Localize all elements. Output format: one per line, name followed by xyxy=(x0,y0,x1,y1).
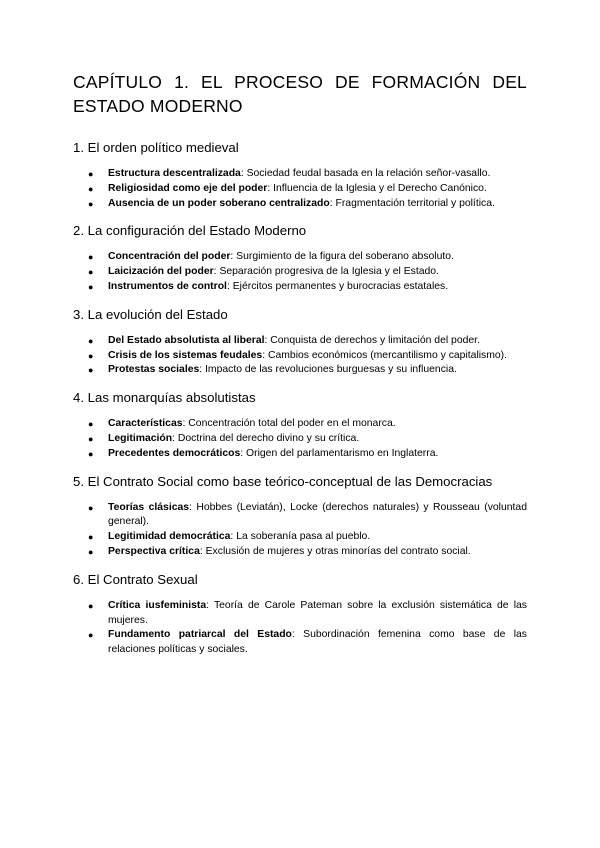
item-description: : Origen del parlamentarismo en Inglaterra. xyxy=(240,447,439,459)
bullet-icon: ● xyxy=(88,546,94,557)
list-item xyxy=(88,599,528,629)
item-term: Del Estado absolutista al liberal xyxy=(108,334,265,346)
item-term: Protestas sociales xyxy=(108,364,200,376)
section-heading-4: 4. Las monarquías absolutistas xyxy=(73,390,256,406)
list-item xyxy=(88,628,527,658)
item-description: : Exclusión de mujeres y otras minorías del contrato social. xyxy=(199,545,471,557)
list-item xyxy=(88,280,527,295)
list-item xyxy=(88,182,527,197)
bullet-icon: ● xyxy=(88,169,94,179)
bullet-icon: ● xyxy=(88,365,94,376)
item-term: Legitimidad democrática xyxy=(108,531,231,543)
bullet-icon: ● xyxy=(88,419,94,430)
section-list-5 xyxy=(73,501,527,560)
item-description: : Cambios económicos (mercantilismo y capitalismo). xyxy=(262,349,508,361)
item-description: : Concentración total del poder en el monarca. xyxy=(182,418,396,430)
chapter-title: CAPÍTULO 1. EL PROCESO DE FORMACIÓN DEL ESTADO MODERNO xyxy=(73,72,527,116)
list-item xyxy=(88,447,527,462)
item-term: Concentración del poder xyxy=(108,251,231,263)
item-term: Legitimación xyxy=(108,432,173,444)
item-description: : Doctrina del derecho divino y su crítica. xyxy=(172,432,360,444)
item-term: Características xyxy=(108,418,183,430)
bullet-icon: ● xyxy=(88,502,94,513)
section-heading-6: 6. El Contrato Sexual xyxy=(73,571,198,587)
section-list-2 xyxy=(73,250,527,294)
list-item xyxy=(88,417,527,432)
list-item xyxy=(88,363,527,378)
list-item xyxy=(88,250,527,265)
item-description: : Surgimiento de la figura del soberano absoluto. xyxy=(230,251,454,263)
item-term: Laicización del poder xyxy=(108,266,214,278)
list-item xyxy=(88,197,527,212)
bullet-icon: ● xyxy=(88,630,94,641)
list-item xyxy=(88,432,527,447)
item-term: Fundamento patriarcal del Estado xyxy=(108,629,292,641)
item-description: : Impacto de las revoluciones burguesas y su influencia. xyxy=(199,364,457,376)
list-item xyxy=(88,501,527,531)
section-heading-1: 1. El orden político medieval xyxy=(73,140,239,155)
section-heading-2: 2. La configuración del Estado Moderno xyxy=(73,223,307,239)
list-item xyxy=(88,265,527,280)
section-list-3 xyxy=(73,334,527,378)
item-description: : Conquista de derechos y limitación del poder. xyxy=(264,334,480,346)
bullet-icon: ● xyxy=(88,183,94,194)
item-description: : Teoría de Carole Pateman sobre la exclusión sistemática de las mujeres. xyxy=(108,599,528,626)
bullet-icon: ● xyxy=(88,532,94,543)
item-description: : Fragmentación territorial y política. xyxy=(329,197,495,209)
item-term: Teorías clásicas xyxy=(108,501,190,513)
section-list-1 xyxy=(73,167,527,211)
bullet-icon: ● xyxy=(88,433,94,444)
bullet-icon: ● xyxy=(88,252,94,263)
item-description: : Ejércitos permanentes y burocracias estatales. xyxy=(226,280,449,292)
section-list-4 xyxy=(73,417,527,461)
bullet-icon: ● xyxy=(88,600,94,611)
bullet-icon: ● xyxy=(88,281,94,292)
list-item xyxy=(88,349,527,364)
item-term: Religiosidad como eje del poder xyxy=(108,182,268,194)
list-item xyxy=(88,530,527,545)
item-description: : La soberanía pasa al pueblo. xyxy=(230,531,371,543)
item-description: : Influencia de la Iglesia y el Derecho Canónico. xyxy=(267,182,487,194)
item-term: Estructura descentralizada xyxy=(108,168,241,179)
bullet-icon: ● xyxy=(88,335,94,346)
bullet-icon: ● xyxy=(88,448,94,459)
list-item xyxy=(88,167,527,182)
item-term: Ausencia de un poder soberano centralizado xyxy=(108,197,330,209)
bullet-icon: ● xyxy=(88,267,94,278)
item-term: Crítica iusfeminista xyxy=(108,599,207,611)
item-term: Instrumentos de control xyxy=(108,280,227,292)
item-term: Perspectiva crítica xyxy=(108,545,200,557)
item-term: Precedentes democráticos xyxy=(108,447,241,459)
item-description: : Subordinación femenina como base de las relaciones políticas y sociales. xyxy=(108,629,527,656)
list-item xyxy=(88,545,527,560)
section-list-6 xyxy=(73,599,527,658)
item-description: : Separación progresiva de la Iglesia y el Estado. xyxy=(213,266,439,278)
bullet-icon: ● xyxy=(88,350,94,361)
section-heading-3: 3. La evolución del Estado xyxy=(73,306,228,322)
bullet-icon: ● xyxy=(88,198,94,209)
item-description: : Hobbes (Leviatán), Locke (derechos naturales) y Rousseau (voluntad general). xyxy=(108,501,527,528)
section-heading-5: 5. El Contrato Social como base teórico-conceptual de las Democracias xyxy=(73,473,493,489)
item-term: Crisis de los sistemas feudales xyxy=(108,349,263,361)
item-description: : Sociedad feudal basada en la relación señor-vasallo. xyxy=(240,168,491,179)
list-item xyxy=(88,334,527,349)
